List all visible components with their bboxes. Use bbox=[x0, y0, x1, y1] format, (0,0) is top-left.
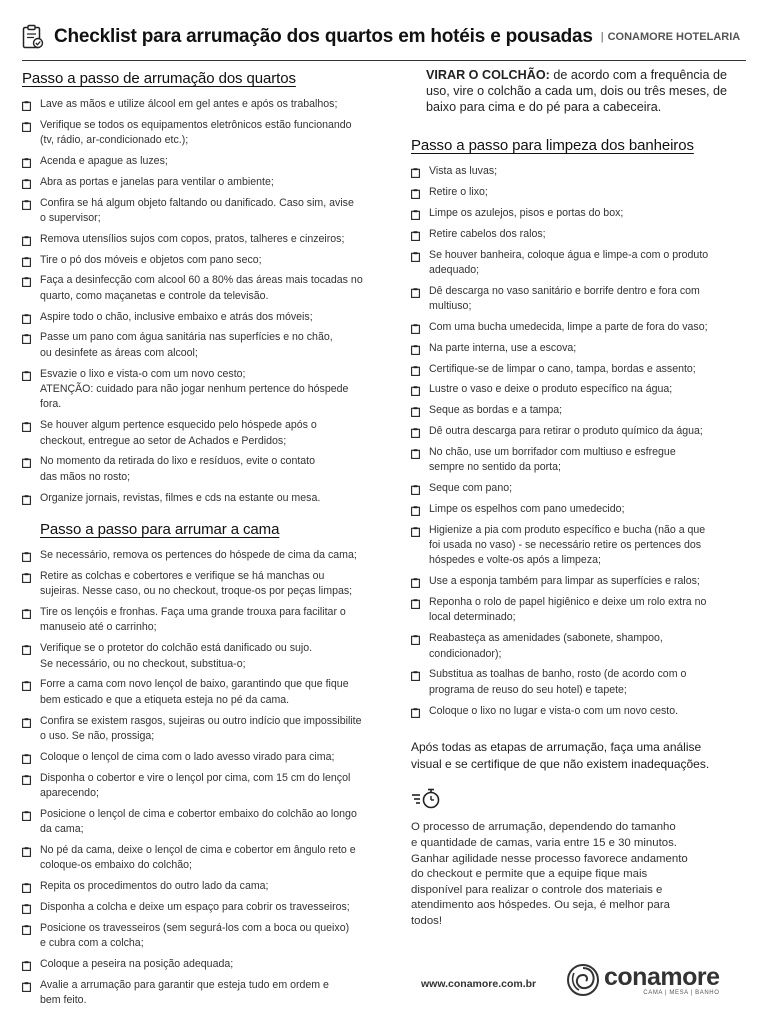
checkbox-icon bbox=[22, 495, 31, 505]
checklist-item bbox=[22, 175, 392, 190]
checkbox-icon bbox=[22, 645, 31, 655]
checklist-item bbox=[22, 957, 392, 972]
checklist-item bbox=[411, 403, 746, 418]
checkbox-icon bbox=[22, 200, 31, 210]
brand-name: CONAMORE HOTELARIA bbox=[607, 31, 741, 43]
checkbox-icon bbox=[22, 961, 31, 971]
checklist-item-text: Acenda e apague as luzes; bbox=[40, 155, 168, 167]
checklist-item-text: Retire as colchas e cobertores e verifique se há manchas ou sujeiras. Nesse caso, ou no checkout, troque-os por peças limpas; bbox=[40, 569, 353, 598]
right-column bbox=[411, 68, 746, 941]
checklist-item bbox=[22, 843, 392, 874]
checklist-item bbox=[411, 667, 746, 698]
checkbox-icon bbox=[22, 982, 31, 992]
checklist-item-text: Retire o lixo; bbox=[429, 186, 488, 199]
checklist-item-text: Coloque a peseira na posição adequada; bbox=[40, 958, 234, 971]
checklist-item bbox=[22, 978, 392, 1009]
checklist-item bbox=[22, 569, 392, 600]
checkbox-icon bbox=[411, 635, 420, 645]
checkbox-icon bbox=[22, 257, 31, 267]
checklist-item bbox=[22, 118, 392, 149]
checkbox-icon bbox=[411, 288, 420, 298]
checkbox-icon bbox=[22, 609, 31, 619]
checklist-item-text: Verifique se todos os equipamentos eletrônicos estão funcionando (tv, rádio, ar-condicionado etc.); bbox=[40, 118, 352, 147]
checklist-quartos bbox=[22, 97, 392, 506]
checklist-item-text: Organize jornais, revistas, filmes e cds na estante ou mesa. bbox=[40, 491, 321, 504]
checklist-item bbox=[411, 164, 746, 179]
checklist-item bbox=[22, 879, 392, 894]
checkbox-icon bbox=[411, 708, 420, 718]
checklist-item-text: Use a esponja também para limpar as superfícies e ralos; bbox=[429, 575, 700, 588]
checkbox-icon bbox=[411, 252, 420, 262]
spiral-logo-icon bbox=[566, 963, 600, 997]
page-header bbox=[22, 22, 752, 52]
checkbox-icon bbox=[411, 210, 420, 220]
closing-paragraph: O processo de arrumação, dependendo do tamanho e quantidade de camas, varia entre 15 e 30 minutos. Ganhar agilidade nesse processo favorece andamento do checkout e permite que a equipe fique mais disponível para realizar o controle dos materiais e atendimento aos hóspedes. Ou seja, é melhor para todos! bbox=[411, 821, 688, 927]
checklist-item bbox=[22, 232, 392, 247]
checklist-item-text: Se houver banheira, coloque água e limpe-a com o produto adequado; bbox=[429, 248, 709, 276]
checkbox-icon bbox=[22, 371, 31, 381]
checklist-item-text: Retire cabelos dos ralos; bbox=[429, 227, 546, 240]
checklist-item-text: No chão, use um borrifador com multiuso e esfregue sempre no sentido da porta; bbox=[429, 445, 676, 474]
checkbox-icon bbox=[22, 754, 31, 764]
checklist-item bbox=[22, 310, 392, 325]
header-divider bbox=[22, 60, 746, 61]
checklist-item-text: Abra as portas e janelas para ventilar o ambiente; bbox=[40, 175, 274, 188]
checklist-item bbox=[22, 900, 392, 915]
checklist-item bbox=[22, 154, 392, 169]
checklist-item-text: Forre a cama com novo lençol de baixo, garantindo que que fique bem esticado e que a etiqueta esteja no pé da cama. bbox=[40, 678, 349, 706]
checkbox-icon bbox=[22, 101, 31, 111]
checkbox-icon bbox=[22, 681, 31, 691]
checkbox-icon bbox=[22, 179, 31, 189]
checklist-item bbox=[22, 97, 392, 112]
checkbox-icon bbox=[22, 334, 31, 344]
checklist-item bbox=[22, 273, 392, 304]
checklist-item-text: Posicione o lençol de cima e cobertor embaixo do colchão ao longo da cama; bbox=[40, 807, 357, 836]
summary-note: Após todas as etapas de arrumação, faça uma análise visual e se certifique de que não existem inadequações. bbox=[411, 739, 710, 771]
checklist-item-text: Higienize a pia com produto específico e bucha (não a que foi usada no vaso) - se necessário retire os pertences dos hóspedes e volte-os após a limpeza; bbox=[429, 523, 706, 567]
checklist-item-text: Coloque o lençol de cima com o lado avesso virado para cima; bbox=[40, 750, 335, 763]
checklist-item bbox=[22, 418, 392, 449]
checklist-item bbox=[411, 595, 746, 626]
section-title-banheiros: Passo a passo para limpeza dos banheiros bbox=[411, 137, 694, 155]
checklist-item-text: Repita os procedimentos do outro lado da cama; bbox=[40, 880, 269, 893]
checklist-item-text: Confira se há algum objeto faltando ou danificado. Caso sim, avise o supervisor; bbox=[40, 196, 354, 224]
logo-text: conamore bbox=[604, 963, 720, 991]
checklist-item bbox=[411, 481, 746, 496]
checklist-item-text: No pé da cama, deixe o lençol de cima e cobertor em ângulo reto e coloque-os embaixo do colchão; bbox=[40, 844, 356, 872]
checkbox-icon bbox=[411, 345, 420, 355]
checkbox-icon bbox=[411, 527, 420, 537]
checkbox-icon bbox=[22, 158, 31, 168]
logo-wordmark bbox=[604, 964, 719, 996]
checklist-item-text: Na parte interna, use a escova; bbox=[429, 341, 577, 354]
checklist-item bbox=[22, 253, 392, 268]
checklist-item bbox=[22, 548, 392, 563]
checklist-item bbox=[22, 330, 392, 361]
checkbox-icon bbox=[411, 189, 420, 199]
checkbox-icon bbox=[411, 449, 420, 459]
checklist-item bbox=[411, 341, 746, 356]
checklist-item-text: Lave as mãos e utilize álcool em gel antes e após os trabalhos; bbox=[40, 98, 338, 110]
website-link[interactable]: www.conamore.com.br bbox=[421, 978, 537, 990]
checklist-item bbox=[411, 362, 746, 377]
checklist-item bbox=[22, 921, 392, 952]
checklist-item-text: Disponha a colcha e deixe um espaço para cobrir os travesseiros; bbox=[40, 901, 350, 914]
checklist-item-text: Vista as luvas; bbox=[429, 165, 498, 178]
checklist-cama bbox=[22, 548, 392, 1009]
checklist-item-text: Limpe os espelhos com pano umedecido; bbox=[429, 502, 625, 515]
checklist-item-text: Se necessário, remova os pertences do hóspede de cima da cama; bbox=[40, 549, 357, 562]
checklist-item-text: Reponha o rolo de papel higiênico e deixe um rolo extra no local determinado; bbox=[429, 595, 707, 624]
checklist-item-text: Reabasteça as amenidades (sabonete, shampoo, condicionador); bbox=[429, 632, 663, 660]
brand-separator: | bbox=[600, 31, 604, 43]
checkbox-icon bbox=[22, 314, 31, 324]
checklist-item bbox=[22, 714, 392, 745]
checkbox-icon bbox=[411, 386, 420, 396]
checklist-item bbox=[411, 523, 746, 569]
section-banheiros bbox=[411, 137, 746, 719]
checkbox-icon bbox=[22, 811, 31, 821]
section-cama bbox=[22, 521, 392, 1009]
checklist-item-text: Limpe os azulejos, pisos e portas do box; bbox=[429, 206, 624, 219]
page-title: Checklist para arrumação dos quartos em hotéis e pousadas bbox=[54, 26, 593, 47]
checkbox-icon bbox=[411, 671, 420, 681]
checkbox-icon bbox=[411, 324, 420, 334]
checkbox-icon bbox=[411, 578, 420, 588]
checklist-item bbox=[411, 424, 746, 439]
checkbox-icon bbox=[411, 168, 420, 178]
checkbox-icon bbox=[22, 925, 31, 935]
left-column bbox=[22, 70, 392, 1014]
section-title-quartos: Passo a passo de arrumação dos quartos bbox=[22, 70, 296, 87]
logo-tagline: CAMA | MESA | BANHO bbox=[643, 990, 720, 996]
section-title-cama: Passo a passo para arrumar a cama bbox=[40, 521, 280, 539]
checklist-item bbox=[22, 491, 392, 506]
checklist-item-text: Certifique-se de limpar o cano, tampa, bordas e assento; bbox=[429, 362, 696, 375]
checkbox-icon bbox=[22, 573, 31, 583]
checkbox-icon bbox=[22, 904, 31, 914]
checklist-item-text: Dê descarga no vaso sanitário e borrife dentro e fora com multiuso; bbox=[429, 284, 700, 313]
checklist-item bbox=[22, 750, 392, 765]
brand-label bbox=[601, 31, 740, 43]
checklist-item-text: Coloque o lixo no lugar e vista-o com um novo cesto. bbox=[429, 704, 679, 717]
checklist-item bbox=[411, 574, 746, 589]
checkbox-icon bbox=[22, 422, 31, 432]
checkbox-icon bbox=[22, 277, 31, 287]
checklist-item-text: Lustre o vaso e deixe o produto específico na água; bbox=[429, 383, 673, 396]
checkbox-icon bbox=[411, 599, 420, 609]
mattress-note bbox=[426, 68, 746, 115]
checklist-item-text: Avalie a arrumação para garantir que esteja tudo em ordem e bem feito. bbox=[40, 978, 329, 1007]
checklist-item-text: Tire os lençóis e fronhas. Faça uma grande trouxa para facilitar o manuseio até o carrinho; bbox=[40, 606, 346, 634]
checklist-item-text: Aspire todo o chão, inclusive embaixo e atrás dos móveis; bbox=[40, 310, 313, 323]
checkbox-icon bbox=[411, 366, 420, 376]
checkbox-icon bbox=[411, 428, 420, 438]
checkbox-icon bbox=[22, 236, 31, 246]
checklist-item-text: Esvazie o lixo e vista-o com um novo cesto; ATENÇÃO: cuidado para não jogar nenhum pertence do hóspede fora. bbox=[40, 367, 349, 411]
checkbox-icon bbox=[22, 552, 31, 562]
checklist-item bbox=[411, 185, 746, 200]
checklist-item-text: Remova utensílios sujos com copos, pratos, talheres e cinzeiros; bbox=[40, 232, 345, 245]
clipboard-check-icon bbox=[22, 24, 44, 50]
checklist-item-text: Passe um pano com água sanitária nas superfícies e no chão, ou desinfete as áreas com alcool; bbox=[40, 331, 333, 359]
checklist-item bbox=[411, 320, 746, 335]
checklist-item-text: Com uma bucha umedecida, limpe a parte de fora do vaso; bbox=[429, 320, 708, 333]
checklist-item bbox=[411, 631, 746, 662]
checklist-item bbox=[22, 454, 392, 485]
checkbox-icon bbox=[22, 458, 31, 468]
checklist-item bbox=[411, 284, 746, 315]
checkbox-icon bbox=[22, 718, 31, 728]
checklist-item-text: Dê outra descarga para retirar o produto químico da água; bbox=[429, 424, 703, 437]
checklist-item-text: Se houver algum pertence esquecido pelo hóspede após o checkout, entregue ao setor de Achados e Perdidos; bbox=[40, 419, 317, 447]
checklist-item-text: Faça a desinfecção com alcool 60 a 80% das áreas mais tocadas no quarto, como maçanetas e controle da televisão. bbox=[40, 274, 363, 302]
section-quartos bbox=[22, 70, 392, 506]
checklist-item bbox=[22, 641, 392, 672]
checklist-item-text: Seque as bordas e a tampa; bbox=[429, 404, 563, 417]
checkbox-icon bbox=[411, 485, 420, 495]
checklist-item bbox=[411, 206, 746, 221]
checkbox-icon bbox=[22, 775, 31, 785]
checkbox-icon bbox=[22, 847, 31, 857]
checklist-item-text: Confira se existem rasgos, sujeiras ou outro indício que impossibilite o uso. Se não, prossiga; bbox=[40, 714, 362, 743]
checklist-banheiros bbox=[411, 164, 746, 719]
checklist-item bbox=[22, 677, 392, 708]
checklist-item-text: No momento da retirada do lixo e resíduos, evite o contato das mãos no rosto; bbox=[40, 455, 316, 483]
checklist-item-text: Seque com pano; bbox=[429, 481, 513, 494]
mattress-note-text: de acordo com a frequência de uso, vire o colchão a cada um, dois ou três meses, de baixo para cima e do pé para a cabeceira. bbox=[426, 68, 728, 114]
checklist-item-text: Posicione os travesseiros (sem segurá-los com a boca ou queixo) e cubra com a colcha; bbox=[40, 921, 350, 950]
checklist-item bbox=[411, 227, 746, 242]
checkbox-icon bbox=[411, 407, 420, 417]
checklist-item bbox=[22, 605, 392, 636]
checklist-item-text: Tire o pó dos móveis e objetos com pano seco; bbox=[40, 253, 262, 266]
checklist-item bbox=[411, 248, 746, 279]
checklist-item-text: Verifique se o protetor do colchão está danificado ou sujo. Se necessário, ou no checkout, substitua-o; bbox=[40, 642, 313, 670]
checklist-item bbox=[22, 367, 392, 413]
checklist-item bbox=[22, 771, 392, 802]
mattress-note-label: VIRAR O COLCHÃO: bbox=[426, 68, 550, 82]
checkbox-icon bbox=[411, 506, 420, 516]
checklist-item bbox=[22, 807, 392, 838]
checkbox-icon bbox=[22, 122, 31, 132]
checklist-item bbox=[411, 502, 746, 517]
checklist-item bbox=[22, 196, 392, 227]
checklist-item bbox=[411, 704, 746, 719]
checkbox-icon bbox=[22, 883, 31, 893]
checkbox-icon bbox=[411, 231, 420, 241]
checklist-item-text: Substitua as toalhas de banho, rosto (de acordo com o programa de reuso do seu hotel) e tapete; bbox=[429, 668, 687, 696]
checklist-item bbox=[411, 445, 746, 476]
checklist-item-text: Disponha o cobertor e vire o lençol por cima, com 15 cm do lençol aparecendo; bbox=[40, 771, 351, 800]
brand-logo bbox=[566, 963, 719, 997]
checklist-item bbox=[411, 382, 746, 397]
fast-stopwatch-icon bbox=[411, 787, 441, 809]
